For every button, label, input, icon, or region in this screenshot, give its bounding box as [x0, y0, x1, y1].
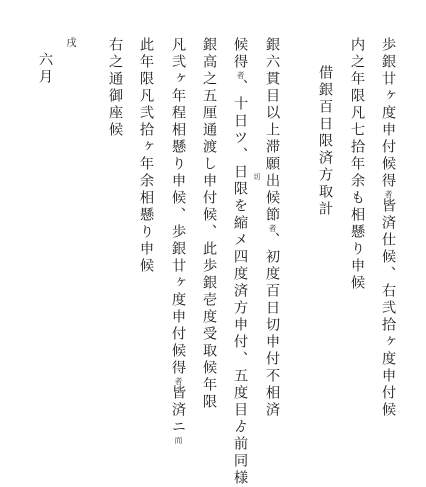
text-column-11 [38, 52, 52, 86]
ruby-annotation: 切 [253, 173, 261, 180]
column-text: 銀六貫目以上滞願出候節 [264, 37, 280, 224]
column-text: 借銀百日限済方取計 [317, 65, 333, 218]
text-column-3 [318, 65, 332, 218]
column-text: 皆済ニ [170, 385, 186, 436]
column-text: 内之年限凡七拾年余も相懸り申候 [349, 37, 365, 292]
column-text: 右之通御座候 [107, 37, 123, 139]
text-column-4 [265, 37, 279, 419]
column-text: 此年限凡弐拾ヶ年余相懸り申候 [138, 37, 154, 275]
text-column-6 [202, 37, 216, 411]
column-text: 皆済仕候、右弐拾ヶ度申付候 [380, 198, 396, 419]
text-column-10 [64, 37, 74, 50]
column-text: 歩銀廿ヶ度申付候得 [380, 37, 396, 190]
column-text: 戌 [64, 37, 75, 50]
annotation: 者 [268, 224, 277, 232]
text-column-7 [171, 37, 185, 444]
text-column-8 [139, 37, 153, 275]
text-column-5 [233, 37, 247, 487]
annotation: 者 [174, 377, 183, 385]
column-text: 六月 [37, 52, 53, 86]
column-text: 候得 [232, 37, 248, 71]
annotation: 者 [236, 71, 245, 79]
column-text: 、初度百日切申付不相済 [264, 232, 280, 419]
column-text: 銀高之五厘通渡し申付候、此歩銀壱度受取候年限 [201, 37, 217, 411]
text-column-9 [108, 37, 122, 139]
annotation: 而 [174, 436, 183, 444]
annotation: 者 [384, 190, 393, 198]
text-column-1 [381, 37, 395, 419]
column-text: 凡弐ヶ年程相懸り申候、歩銀廿ヶ度申付候得 [170, 37, 186, 377]
text-column-2 [350, 37, 364, 292]
column-text: 、十日ツ、日限を縮メ四度済方申付、五度目ゟ前同様 [232, 79, 248, 487]
